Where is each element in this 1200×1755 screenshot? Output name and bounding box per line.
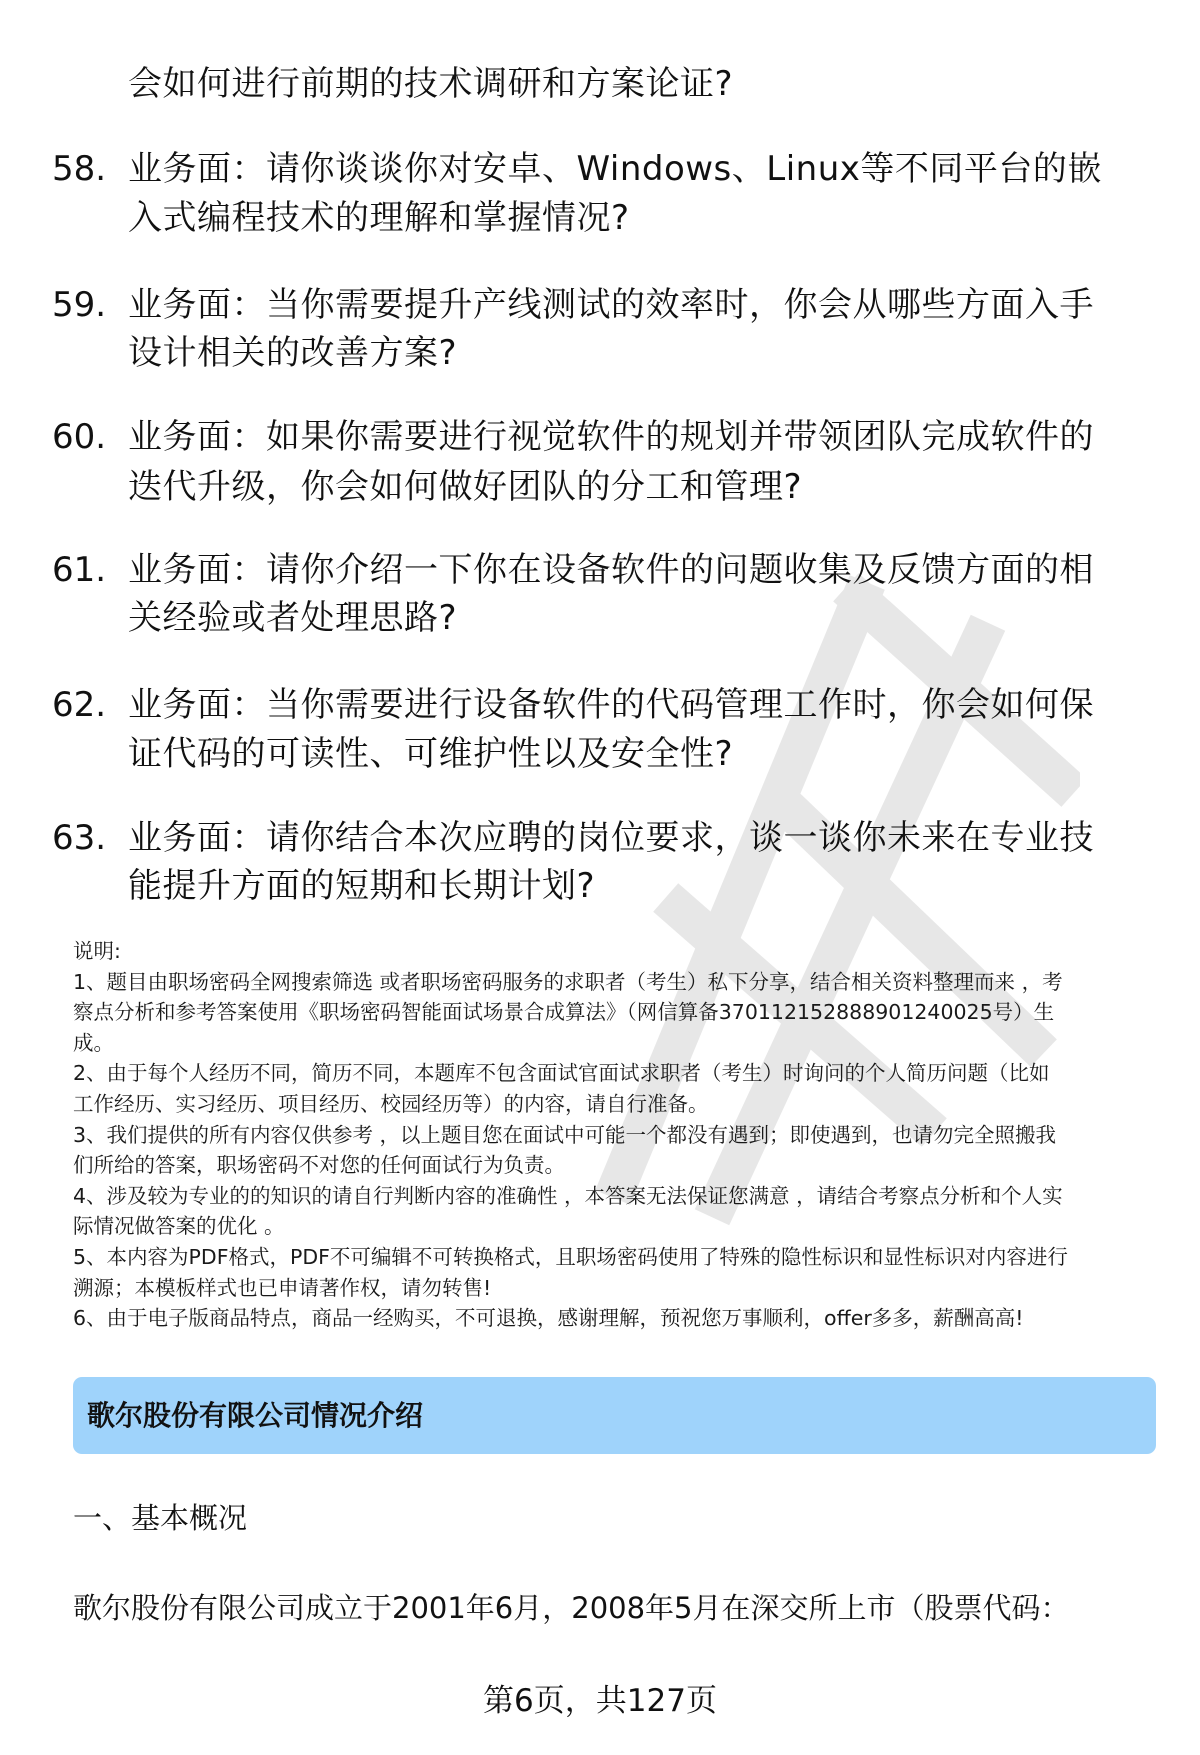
notes-line: 工作经历、实习经历、项目经历、校园经历等）的内容，请自行准备。: [73, 1091, 709, 1116]
notes-line: 5、本内容为PDF格式，PDF不可编辑不可转换格式，且职场密码使用了特殊的隐性标识和显性标识对内容进行: [73, 1244, 1068, 1269]
notes-line: 1、题目由职场密码全网搜索筛选 或者职场密码服务的求职者（考生）私下分享，结合相关资料整理而来 ，考: [73, 969, 1063, 994]
question-number: 58.: [52, 149, 107, 189]
question-text-line: 入式编程技术的理解和掌握情况?: [128, 198, 630, 238]
question-text-line: 业务面：如果你需要进行视觉软件的规划并带领团队完成软件的: [128, 417, 1094, 457]
question-57-continuation: 会如何进行前期的技术调研和方案论证?: [128, 64, 734, 104]
question-text-line: 设计相关的改善方案?: [128, 333, 458, 373]
sub-heading: 一、基本概况: [73, 1501, 248, 1535]
question-text-line: 业务面：请你介绍一下你在设备软件的问题收集及反馈方面的相: [128, 550, 1094, 590]
question-number: 61.: [52, 550, 107, 590]
notes-line: 3、我们提供的所有内容仅供参考 ，以上题目您在面试中可能一个都没有遇到；即使遇到，也请勿完全照搬我: [73, 1122, 1057, 1147]
disclaimer-notes: [73, 936, 1163, 1334]
notes-line: 察点分析和参考答案使用《职场密码智能面试场景合成算法》（网信算备370112152888901240025号）生: [73, 1000, 1055, 1025]
question-text-line: 业务面：当你需要进行设备软件的代码管理工作时，你会如何保: [128, 685, 1094, 725]
question-text-line: 能提升方面的短期和长期计划?: [128, 866, 596, 906]
question-number: 60.: [52, 417, 107, 457]
notes-line: 2、由于每个人经历不同，简历不同，本题库不包含面试官面试求职者（考生）时询问的个人简历问题（比如: [73, 1061, 1050, 1086]
question-number: 62.: [52, 685, 107, 725]
notes-line: 们所给的答案，职场密码不对您的任何面试行为负责。: [73, 1153, 565, 1178]
question-number: 59.: [52, 285, 107, 325]
question-text-line: 业务面：请你结合本次应聘的岗位要求，谈一谈你未来在专业技: [128, 818, 1094, 858]
section-header-bar: [73, 1377, 1156, 1454]
notes-line: 4、涉及较为专业的的知识的请自行判断内容的准确性 ，本答案无法保证您满意 ，请结合考察点分析和个人实: [73, 1183, 1063, 1208]
notes-line: 际情况做答案的优化 。: [73, 1214, 285, 1239]
notes-line: 成。: [73, 1030, 114, 1055]
question-text-line: 证代码的可读性、可维护性以及安全性?: [128, 734, 734, 774]
question-text-line: 业务面：当你需要提升产线测试的效率时，你会从哪些方面入手: [128, 285, 1094, 325]
notes-line: 6、由于电子版商品特点，商品一经购买，不可退换，感谢理解，预祝您万事顺利，offer多多，薪酬高高!: [73, 1306, 1024, 1331]
section-title: 歌尔股份有限公司情况介绍: [87, 1399, 424, 1432]
question-text-line: 迭代升级，你会如何做好团队的分工和管理?: [128, 467, 803, 507]
page-number-footer: 第6页，共127页: [483, 1683, 717, 1719]
question-number: 63.: [52, 818, 107, 858]
notes-title: 说明:: [73, 939, 121, 963]
question-text-line: 关经验或者处理思路?: [128, 598, 458, 638]
question-text-line: 业务面：请你谈谈你对安卓、Windows、Linux等不同平台的嵌: [128, 149, 1102, 189]
company-intro-paragraph: 歌尔股份有限公司成立于2001年6月，2008年5月在深交所上市（股票代码：: [73, 1591, 1070, 1625]
notes-line: 溯源；本模板样式也已申请著作权，请勿转售!: [73, 1275, 492, 1300]
